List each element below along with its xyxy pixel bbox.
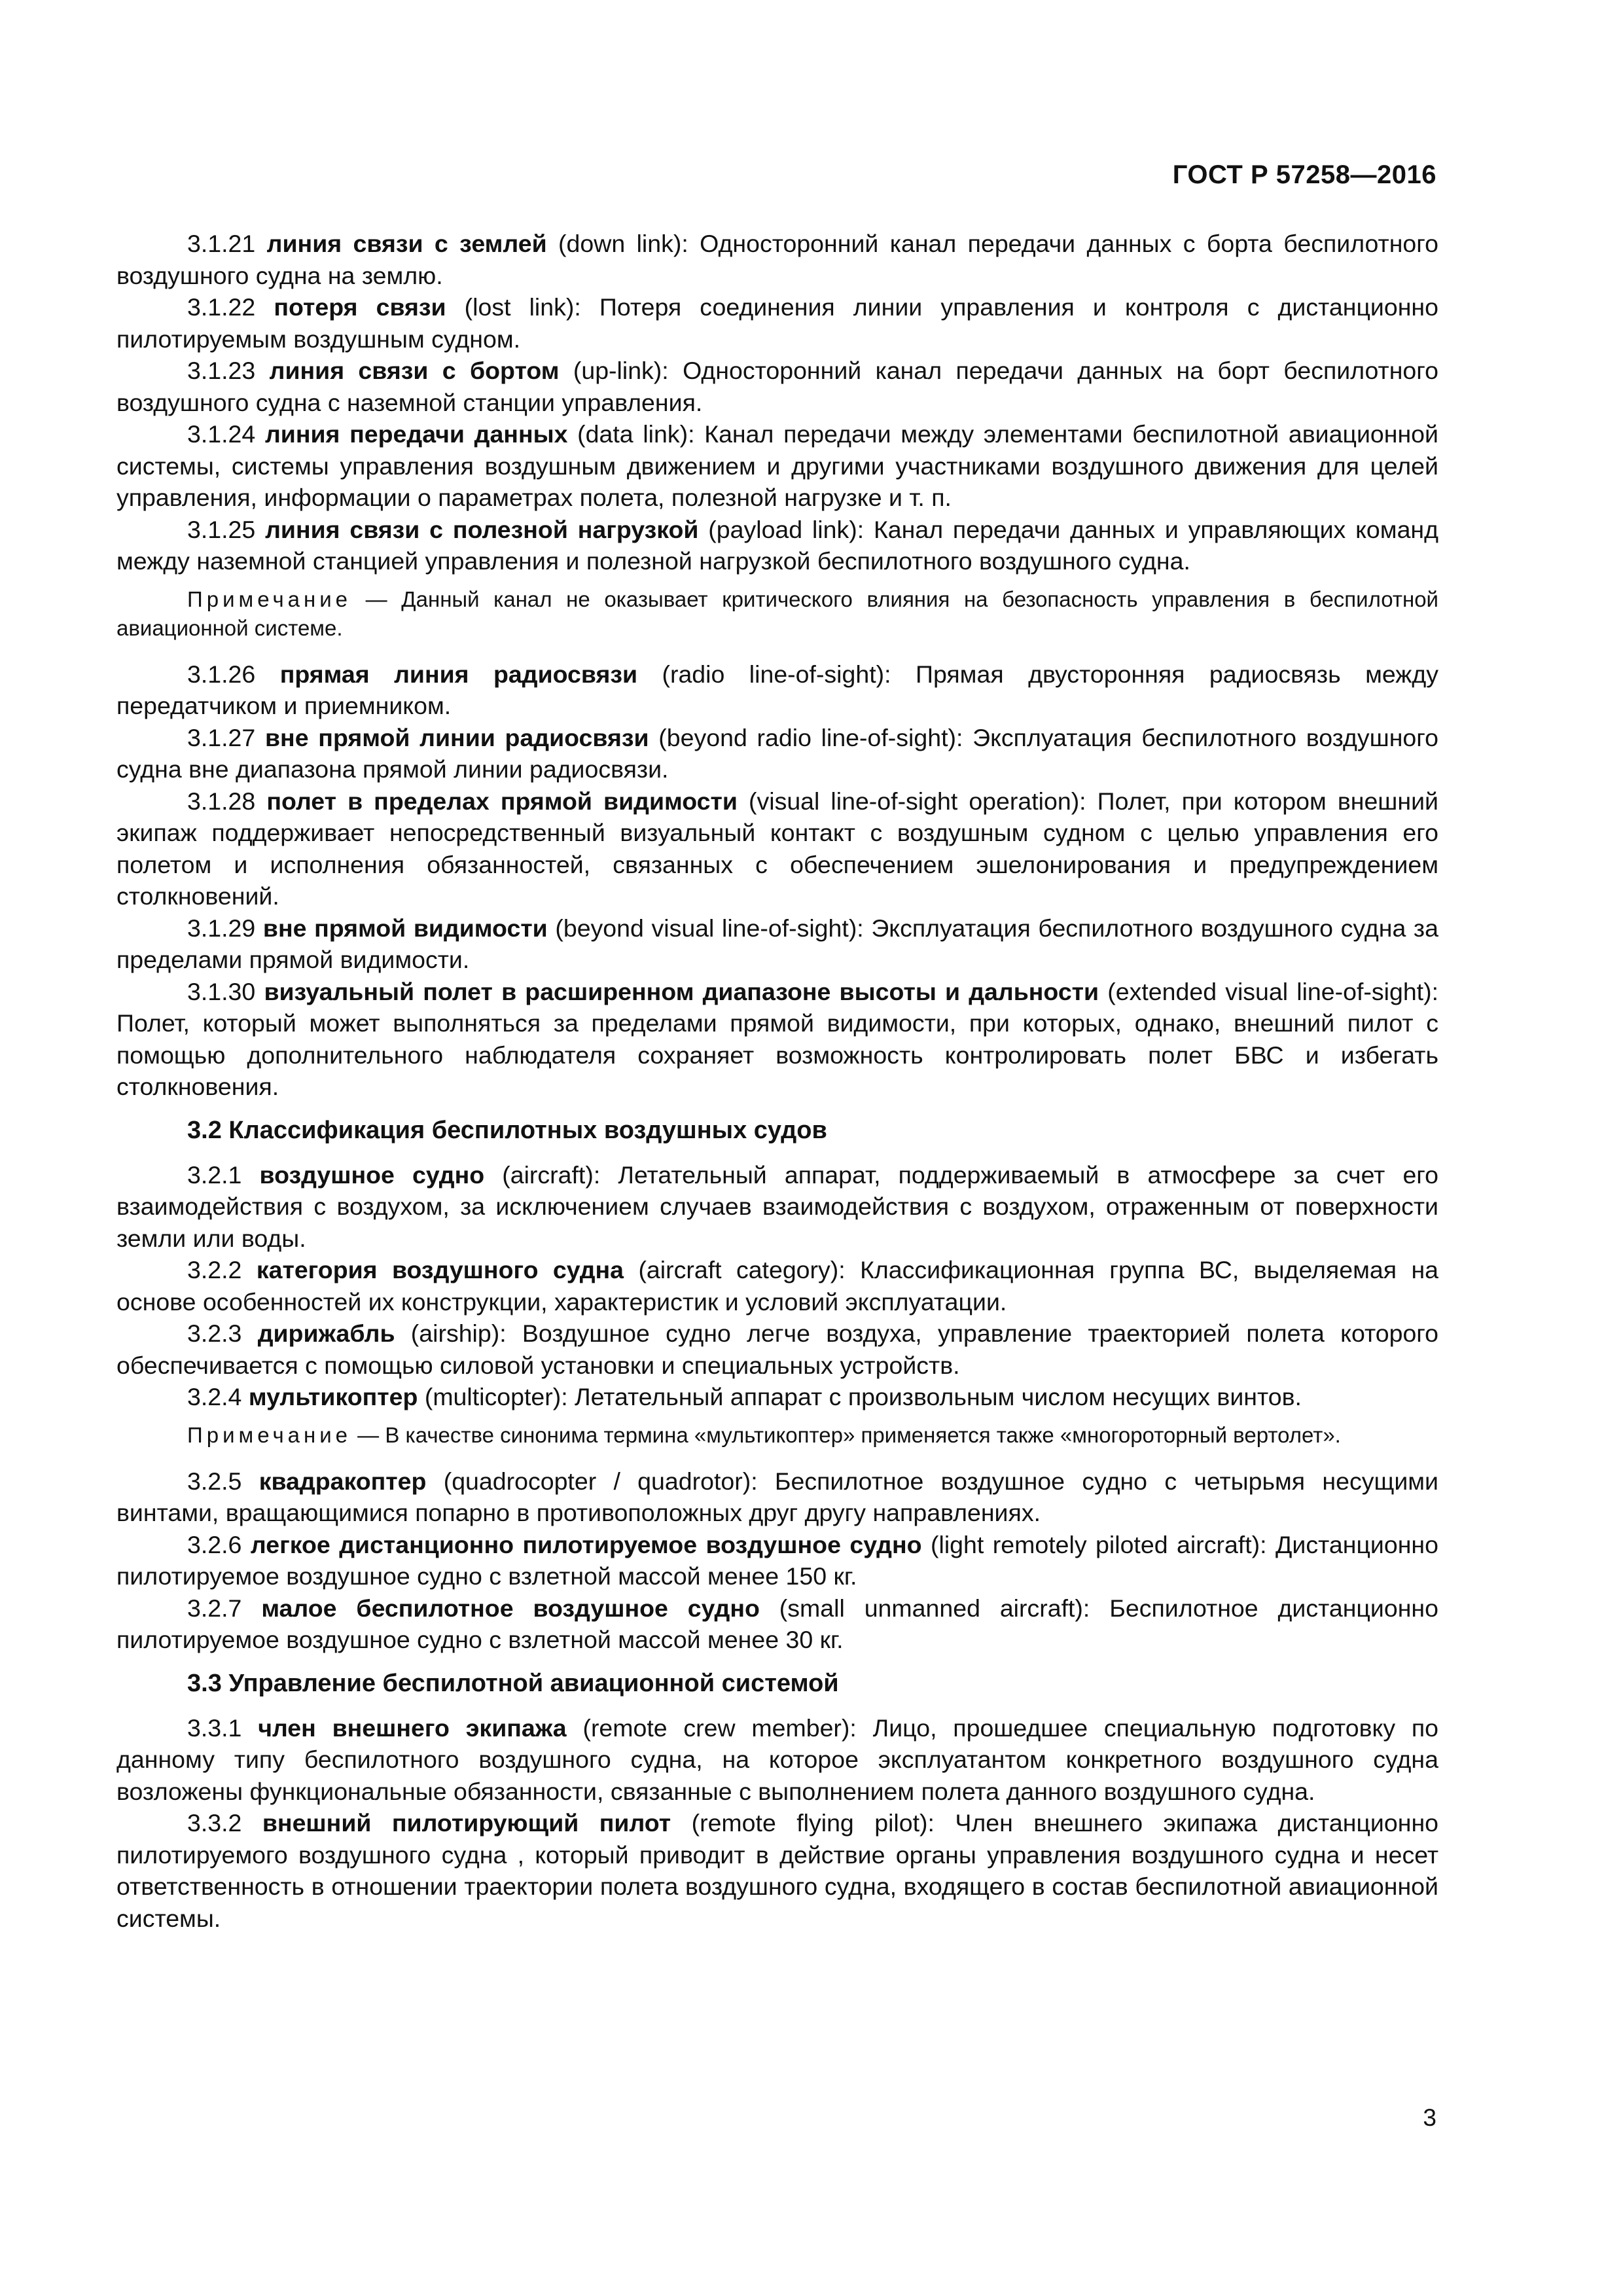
defined-term: малое беспилотное воздушное судно (261, 1594, 760, 1622)
definition-text: (small unmanned aircraft): Беспилотное дистанционно пилотируемое воздушное судно с взлетной массой менее 30 кг. (116, 1594, 1438, 1653)
definition-text: (light remotely piloted aircraft): Дистанционно пилотируемое воздушное судно с взлетной массой менее 150 кг. (116, 1530, 1438, 1590)
defined-term: линия связи с землей (266, 230, 547, 257)
clause-number: 3.1.29 (187, 914, 256, 942)
section-heading: 3.3 Управление беспилотной авиационной системой (187, 1669, 839, 1697)
definition-text: (beyond radio line-of-sight): Эксплуатация беспилотного воздушного судна вне диапазона прямой линии радиосвязи. (116, 723, 1439, 783)
defined-term: легкое дистанционно пилотируемое воздушное судно (250, 1530, 922, 1558)
defined-term: воздушное судно (259, 1160, 485, 1189)
clause-number: 3.3.2 (187, 1809, 242, 1837)
definition-paragraph (116, 722, 1438, 785)
defined-term: внешний пилотирующий пилот (262, 1809, 671, 1837)
clause-number: 3.1.23 (187, 357, 256, 384)
definition-paragraph (116, 228, 1438, 291)
definition-text: (extended visual line-of-sight): Полет, который может выполняться за пределами прямой видимости, при которых, однако, внешний пилот с помощью дополнительного наблюдателя сохраняет возможность контролировать полет БВС и избегать столкновения. (116, 977, 1439, 1100)
clause-number: 3.1.28 (187, 787, 256, 815)
definition-text: (remote flying pilot): Член внешнего экипажа дистанционно пилотируемого воздушного судна , который приводит в действие органы управления воздушного судна и несет ответственность в отношении траектории полета воздушного судна, входящего в состав беспилотной авиационной системы. (116, 1809, 1439, 1932)
defined-term: линия передачи данных (264, 420, 568, 448)
defined-term: полет в пределах прямой видимости (266, 787, 738, 815)
defined-term: линия связи с бортом (269, 357, 560, 384)
clause-number: 3.1.30 (187, 977, 256, 1005)
definition-paragraph (116, 418, 1438, 514)
clause-number: 3.1.22 (187, 293, 256, 321)
definition-text: (data link): Канал передачи между элементами беспилотной авиационной системы, системы управления воздушным движением и другими участниками воздушного движения для целей управления, информации о параметрах полета, полезной нагрузке и т. п. (116, 420, 1438, 511)
definition-paragraph (116, 785, 1438, 912)
definition-text: (aircraft category): Классификационная группа ВС, выделяемая на основе особенностей их конструкции, характеристик и условий эксплуатации. (116, 1256, 1439, 1316)
definition-text: (quadrocopter / quadrotor): Беспилотное воздушное судно с четырьмя несущими винтами, вращающимися попарно в противоположных друг другу направлениях. (116, 1467, 1438, 1526)
definition-paragraph (116, 976, 1438, 1103)
clause-number: 3.1.27 (187, 723, 256, 751)
definition-paragraph (116, 1465, 1438, 1529)
definition-paragraph (116, 1381, 1438, 1413)
clause-number: 3.2.4 (187, 1383, 242, 1410)
clause-number: 3.1.26 (187, 660, 256, 688)
defined-term: вне прямой видимости (262, 914, 548, 942)
clause-number: 3.1.21 (187, 230, 256, 257)
defined-term: категория воздушного судна (256, 1256, 624, 1283)
definition-paragraph (116, 1318, 1438, 1381)
note-text: — В качестве синонима термина «мультикоптер» применяется также «многороторный вертолет». (351, 1422, 1341, 1447)
definition-text: (multicopter): Летательный аппарат с произвольным числом несущих винтов. (418, 1383, 1302, 1410)
definition-paragraph (116, 1529, 1438, 1592)
definition-text: (beyond visual line-of-sight): Эксплуатация беспилотного воздушного судна за пределами прямой видимости. (116, 914, 1438, 973)
defined-term: квадракоптер (259, 1467, 427, 1495)
definition-text: (lost link): Потеря соединения линии управления и контроля с дистанционно пилотируемым воздушным судном. (116, 293, 1438, 353)
definition-paragraph (116, 1712, 1438, 1808)
definition-paragraph (116, 514, 1438, 577)
definition-paragraph (116, 355, 1438, 418)
defined-term: потеря связи (274, 293, 446, 321)
clause-number: 3.1.24 (187, 420, 256, 448)
document-header: ГОСТ Р 57258—2016 (1172, 160, 1436, 189)
definition-text: (remote crew member): Лицо, прошедшее специальную подготовку по данному типу беспилотного воздушного судна, на которое эксплуатантом конкретного воздушного судна возложены функциональные обязанности, связанные с выполнением полета данного воздушного судна. (116, 1713, 1439, 1805)
definition-paragraph (116, 658, 1438, 722)
clause-number: 3.2.5 (187, 1467, 242, 1495)
definition-paragraph (116, 1254, 1438, 1318)
note-paragraph (116, 585, 1438, 643)
definition-paragraph (116, 912, 1438, 976)
definition-text: (airship): Воздушное судно легче воздуха, управление траекторией полета которого обеспечивается с помощью силовой установки и специальных устройств. (116, 1319, 1439, 1379)
definition-text: (down link): Односторонний канал передачи данных с борта беспилотного воздушного судна на землю. (116, 230, 1438, 289)
note-label: Примечание (187, 1422, 352, 1447)
note-label: Примечание (187, 586, 352, 611)
clause-number: 3.2.3 (187, 1319, 242, 1347)
defined-term: прямая линия радиосвязи (279, 660, 638, 688)
note-text: — Данный канал не оказывает критического влияния на безопасность управления в беспилотной авиационной системе. (116, 586, 1438, 640)
clause-number: 3.1.25 (187, 515, 256, 543)
document-body (116, 228, 1438, 1934)
definition-text: (aircraft): Летательный аппарат, поддерживаемый в атмосфере за счет его взаимодействия с воздухом, за исключением случаев взаимодействия с воздухом, отраженным от поверхности земли или воды. (116, 1160, 1439, 1252)
definition-text: (radio line-of-sight): Прямая двусторонняя радиосвязь между передатчиком и приемником. (116, 660, 1439, 719)
definition-paragraph (116, 1807, 1438, 1934)
defined-term: член внешнего экипажа (258, 1713, 567, 1742)
defined-term: дирижабль (257, 1319, 395, 1347)
note-paragraph (116, 1421, 1438, 1450)
definition-text: (visual line-of-sight operation): Полет, при котором внешний экипаж поддерживает непосредственный визуальный контакт с воздушным судном с целью управления его полетом и исполнения обязанностей, связанных с обеспечением эшелонирования и предупреждением столкновений. (116, 787, 1438, 910)
clause-number: 3.2.6 (187, 1530, 242, 1558)
definition-paragraph (116, 291, 1438, 355)
defined-term: мультикоптер (248, 1383, 418, 1410)
section-heading: 3.2 Классификация беспилотных воздушных судов (187, 1116, 827, 1144)
defined-term: линия связи с полезной нагрузкой (265, 515, 699, 543)
definition-paragraph (116, 1592, 1438, 1656)
definition-text: (up-link): Односторонний канал передачи данных на борт беспилотного воздушного судна с наземной станции управления. (116, 357, 1438, 416)
clause-number: 3.2.2 (187, 1256, 242, 1283)
page-number: 3 (1423, 2104, 1436, 2131)
defined-term: визуальный полет в расширенном диапазоне высоты и дальности (264, 977, 1099, 1005)
definition-text: (payload link): Канал передачи данных и управляющих команд между наземной станцией управления и полезной нагрузкой беспилотного воздушного судна. (116, 515, 1439, 575)
definition-paragraph (116, 1159, 1438, 1255)
clause-number: 3.2.1 (187, 1160, 242, 1189)
defined-term: вне прямой линии радиосвязи (265, 723, 649, 751)
clause-number: 3.2.7 (187, 1594, 242, 1622)
clause-number: 3.3.1 (187, 1713, 242, 1742)
